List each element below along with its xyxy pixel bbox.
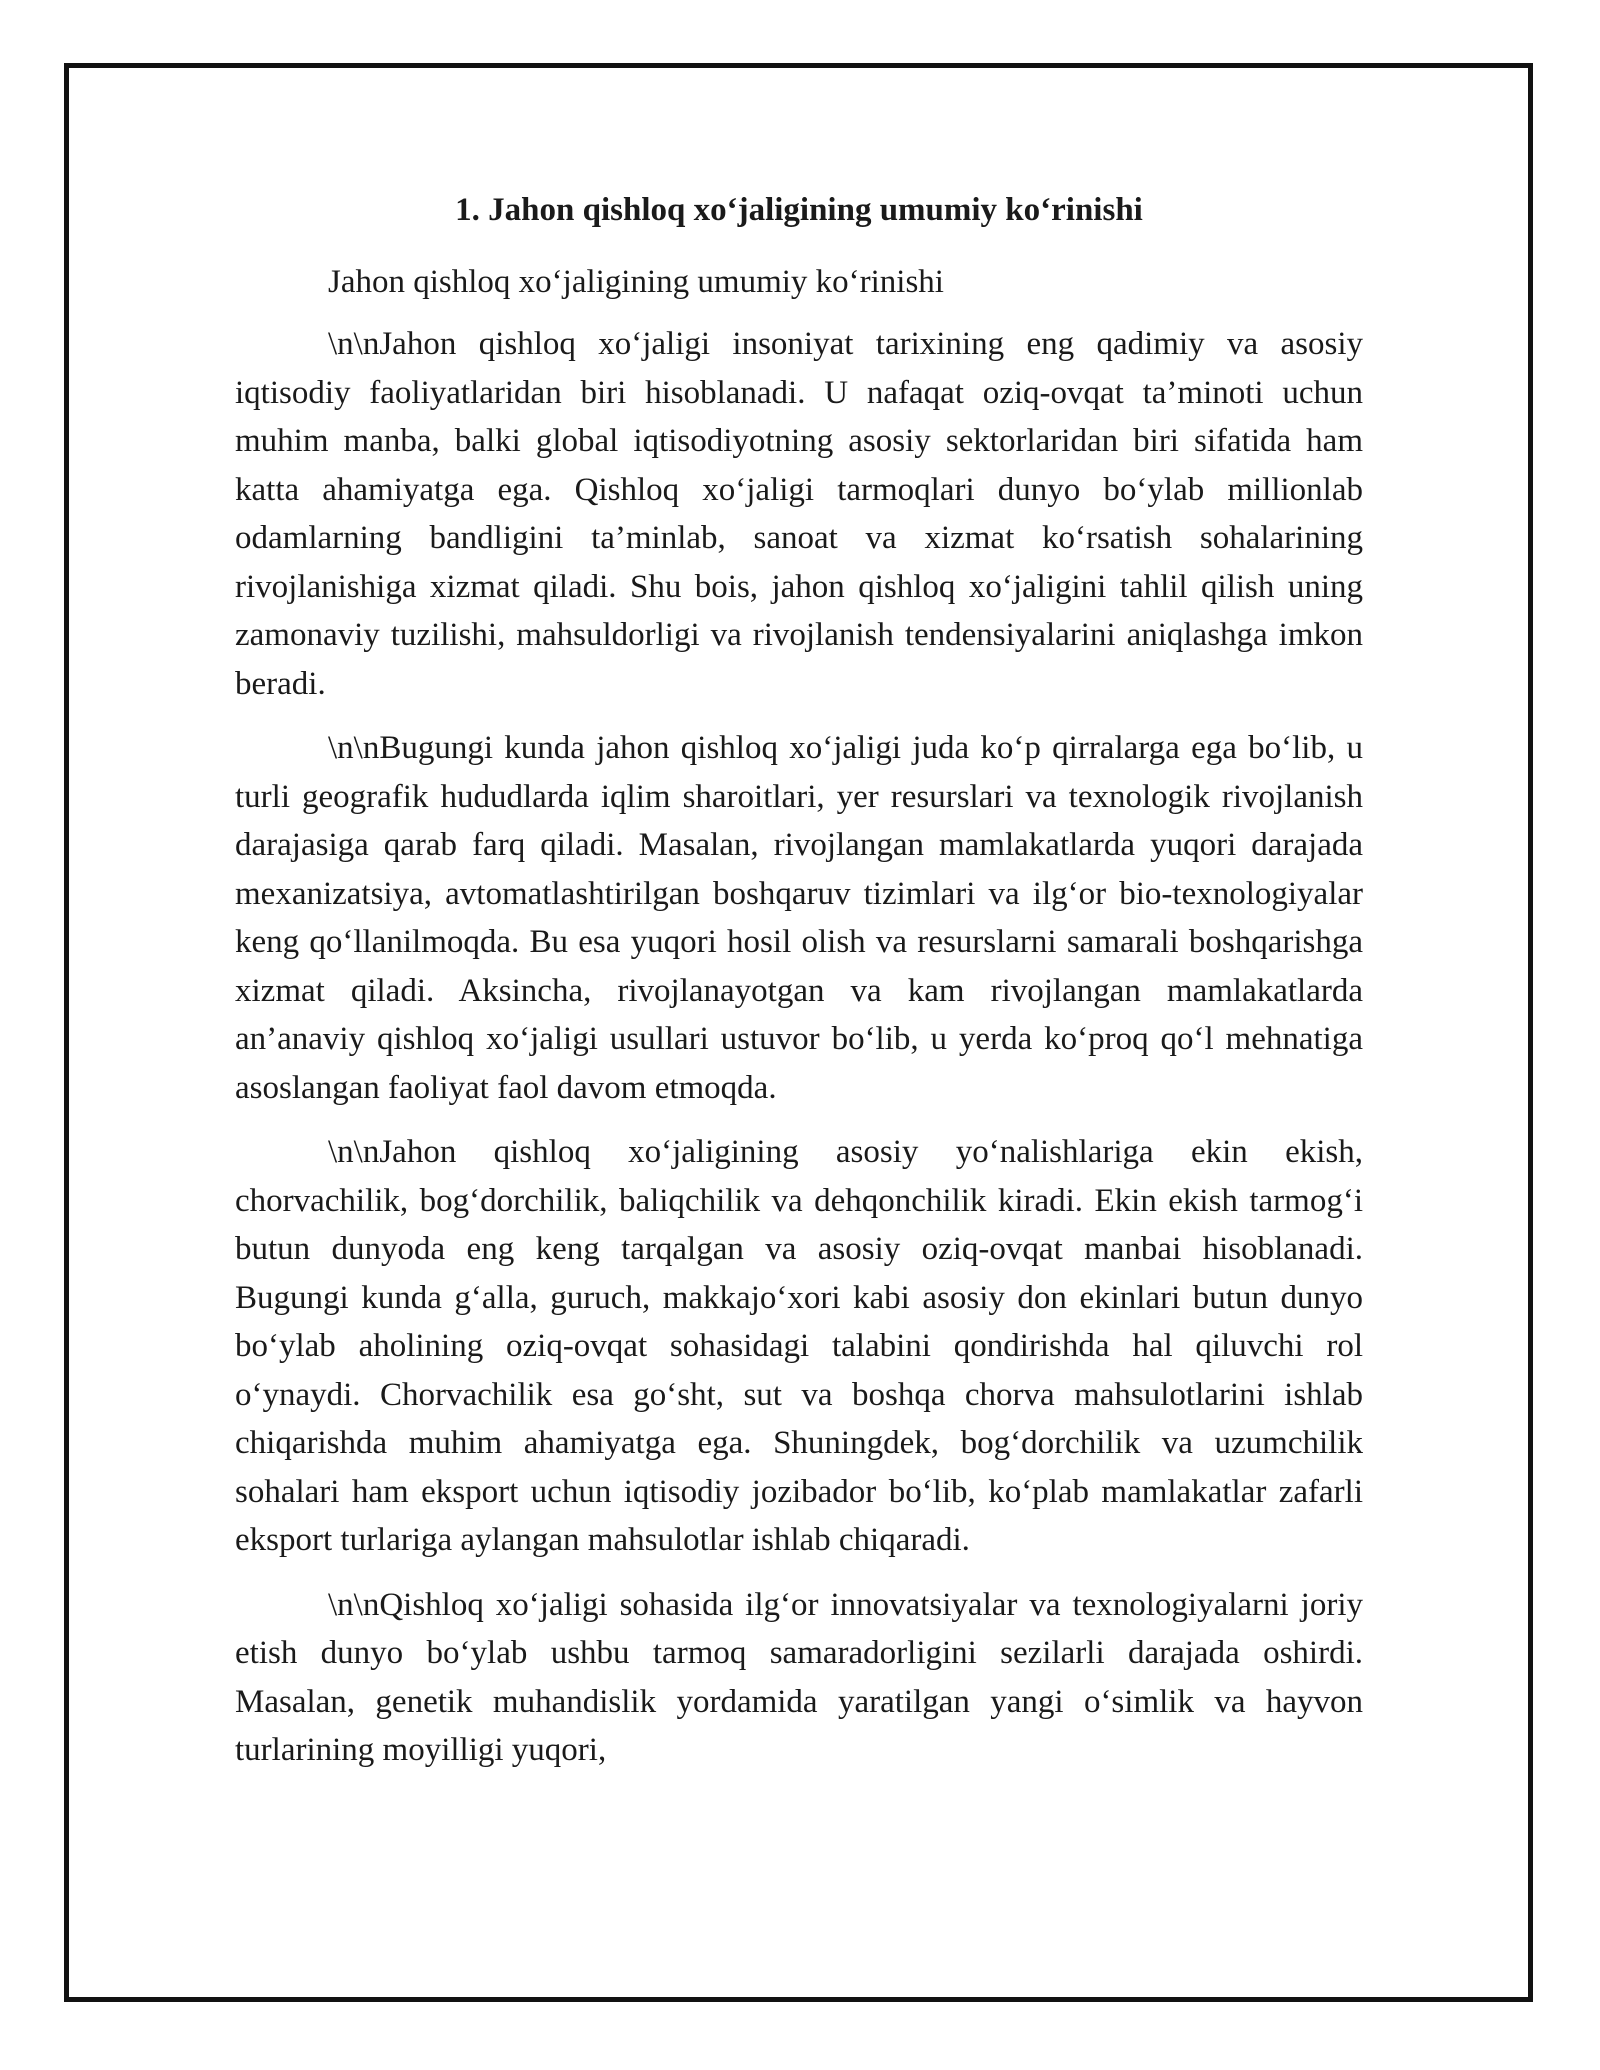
paragraph-4: \n\nQishloq xo‘jaligi sohasida ilg‘or innovatsiyalar va texnologiyalarni joriy etish dunyo bo‘ylab ushbu tarmoq samaradorligini sezilarli darajada oshirdi. Masalan, genetik muhandislik yordamida yaratilgan yangi o‘simlik va hayvon turlarining moyilligi yuqori, xyxy=(235,1586,1363,1768)
document-body xyxy=(235,188,1363,1791)
paragraph-2: \n\nBugungi kunda jahon qishloq xo‘jaligi juda ko‘p qirralarga ega bo‘lib, u turli geografik hududlarda iqlim sharoitlari, yer resurslari va texnologik rivojlanish darajasiga qarab farq qiladi. Masalan, rivojlangan mamlakatlarda yuqori darajada mexanizatsiya, avtomatlashtirilgan boshqaruv tizimlari va ilg‘or bio-texnologiyalar keng qo‘llanilmoqda. Bu esa yuqori hosil olish va resurslarni samarali boshqarishga xizmat qiladi. Aksincha, rivojlanayotgan va kam rivojlangan mamlakatlarda an’anaviy qishloq xo‘jaligi usullari ustuvor bo‘lib, u yerda ko‘proq qo‘l mehnatiga asoslangan faoliyat faol davom etmoqda. xyxy=(235,730,1363,1106)
document-subtitle: Jahon qishloq xo‘jaligining umumiy ko‘rinishi xyxy=(328,264,944,300)
document-title: 1. Jahon qishloq xo‘jaligining umumiy ko‘rinishi xyxy=(455,192,1143,228)
paragraph-1: \n\nJahon qishloq xo‘jaligi insoniyat tarixining eng qadimiy va asosiy iqtisodiy faoliyatlaridan biri hisoblanadi. U nafaqat oziq-ovqat ta’minoti uchun muhim manba, balki global iqtisodiyotning asosiy sektorlaridan biri sifatida ham katta ahamiyatga ega. Qishloq xo‘jaligi tarmoqlari dunyo bo‘ylab millionlab odamlarning bandligini ta’minlab, sanoat va xizmat ko‘rsatish sohalarining rivojlanishiga xizmat qiladi. Shu bois, jahon qishloq xo‘jaligini tahlil qilish uning zamonaviy tuzilishi, mahsuldorligi va rivojlanish tendensiyalarini aniqlashga imkon beradi. xyxy=(235,326,1363,702)
paragraph-3: \n\nJahon qishloq xo‘jaligining asosiy yo‘nalishlariga ekin ekish, chorvachilik, bog‘dorchilik, baliqchilik va dehqonchilik kiradi. Ekin ekish tarmog‘i butun dunyoda eng keng tarqalgan va asosiy oziq-ovqat manbai hisoblanadi. Bugungi kunda g‘alla, guruch, makkajo‘xori kabi asosiy don ekinlari butun dunyo bo‘ylab aholining oziq-ovqat sohasidagi talabini qondirishda hal qiluvchi rol o‘ynaydi. Chorvachilik esa go‘sht, sut va boshqa chorva mahsulotlarini ishlab chiqarishda muhim ahamiyatga ega. Shuningdek, bog‘dorchilik va uzumchilik sohalari ham eksport uchun iqtisodiy jozibador bo‘lib, ko‘plab mamlakatlar zafarli eksport turlariga aylangan mahsulotlar ishlab chiqaradi. xyxy=(235,1134,1363,1558)
